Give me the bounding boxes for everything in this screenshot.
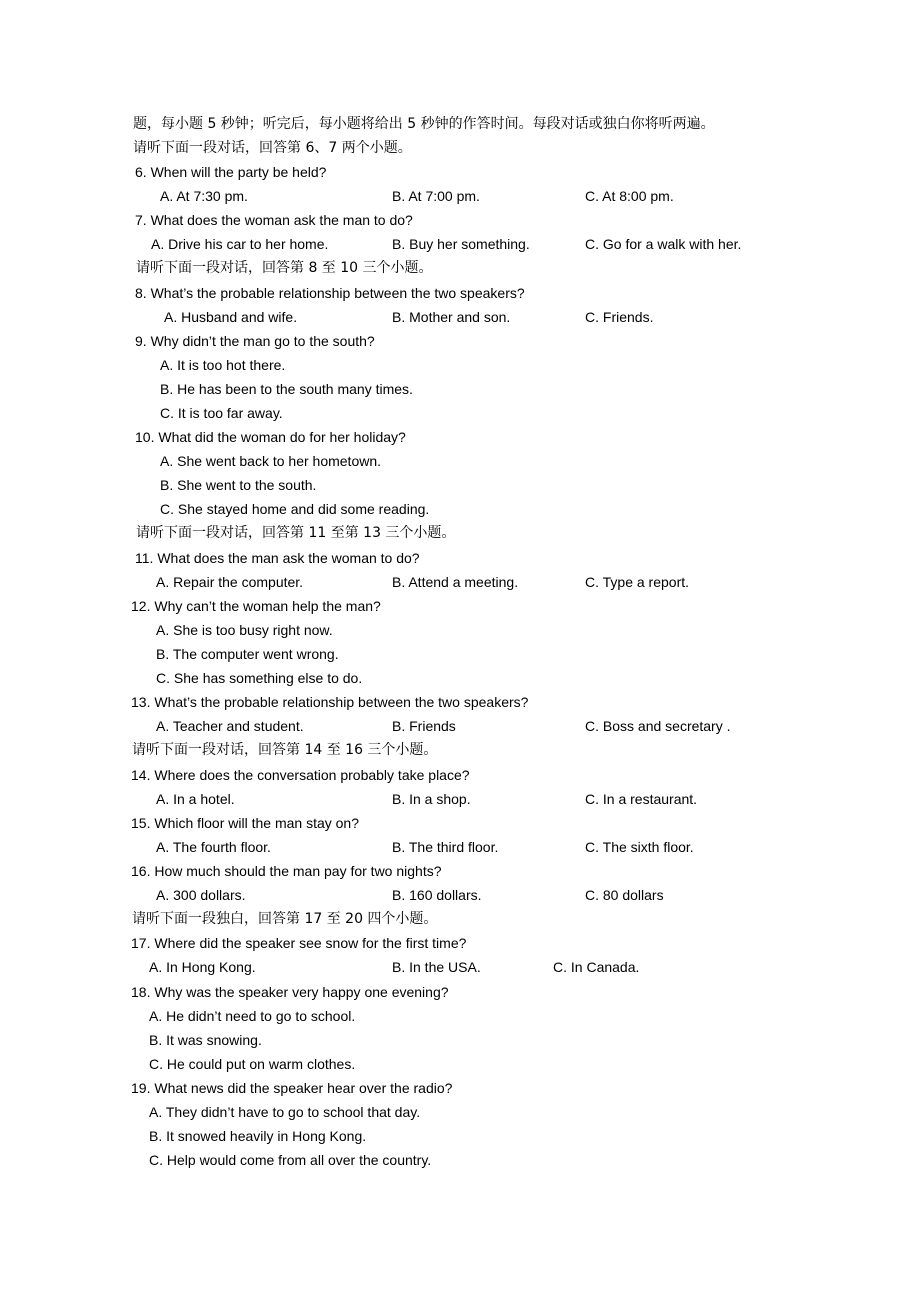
option-b: B. It snowed heavily in Hong Kong. — [149, 1128, 367, 1144]
option-b: B. The third floor. — [392, 839, 499, 855]
option-a: A. Drive his car to her home. — [151, 236, 329, 252]
option-a: A. The fourth floor. — [156, 839, 271, 855]
question-stem: 8. What’s the probable relationship between the two speakers? — [135, 285, 525, 301]
option-a: A. She went back to her hometown. — [160, 453, 382, 469]
option-a: A. Teacher and student. — [156, 718, 304, 734]
option-a: A. They didn’t have to go to school that day. — [149, 1104, 421, 1120]
option-a: A. She is too busy right now. — [156, 622, 333, 638]
option-b: B. The computer went wrong. — [156, 646, 339, 662]
option-a: A. It is too hot there. — [160, 357, 286, 373]
option-a: A. He didn’t need to go to school. — [149, 1008, 356, 1024]
question-stem: 13. What’s the probable relationship between the two speakers? — [131, 694, 529, 710]
option-a: A. Repair the computer. — [156, 574, 304, 590]
option-c: C. She has something else to do. — [156, 670, 363, 686]
option-b: B. Buy her something. — [392, 236, 530, 252]
option-c: C. It is too far away. — [160, 405, 283, 421]
option-c: C. Help would come from all over the country. — [149, 1152, 432, 1168]
option-a: A. In Hong Kong. — [149, 959, 256, 975]
option-c: C. She stayed home and did some reading. — [160, 501, 430, 517]
option-a: A. Husband and wife. — [164, 309, 298, 325]
question-stem: 9. Why didn’t the man go to the south? — [135, 333, 375, 349]
option-a: A. 300 dollars. — [156, 887, 246, 903]
option-b: B. Mother and son. — [392, 309, 511, 325]
option-c: C. Boss and secretary . — [585, 718, 731, 734]
option-c: C. At 8:00 pm. — [585, 188, 674, 204]
option-c: C. 80 dollars — [585, 887, 664, 903]
question-stem: 17. Where did the speaker see snow for the first time? — [131, 935, 467, 951]
option-a: A. In a hotel. — [156, 791, 235, 807]
option-b: B. Attend a meeting. — [392, 574, 519, 590]
question-stem: 6. When will the party be held? — [135, 164, 327, 180]
option-b: B. Friends — [392, 718, 456, 734]
option-c: C. In Canada. — [553, 959, 640, 975]
option-b: B. It was snowing. — [149, 1032, 262, 1048]
section-heading: 请听下面一段对话，回答第 14 至 16 三个小题。 — [132, 742, 438, 758]
option-c: C. He could put on warm clothes. — [149, 1056, 356, 1072]
question-stem: 19. What news did the speaker hear over the radio? — [131, 1080, 453, 1096]
question-stem: 15. Which floor will the man stay on? — [131, 815, 359, 831]
question-stem: 18. Why was the speaker very happy one evening? — [131, 984, 449, 1000]
question-stem: 16. How much should the man pay for two nights? — [131, 863, 442, 879]
option-c: C. The sixth floor. — [585, 839, 694, 855]
instruction-intro: 题，每小题 5 秒钟；听完后，每小题将给出 5 秒钟的作答时间。每段对话或独白你将听两遍。 — [133, 116, 715, 132]
section-heading: 请听下面一段对话，回答第 11 至第 13 三个小题。 — [136, 525, 456, 541]
question-stem: 7. What does the woman ask the man to do? — [135, 212, 413, 228]
question-stem: 14. Where does the conversation probably take place? — [131, 767, 470, 783]
option-c: C. In a restaurant. — [585, 791, 698, 807]
option-b: B. 160 dollars. — [392, 887, 482, 903]
question-stem: 11. What does the man ask the woman to do? — [135, 550, 420, 566]
question-stem: 10. What did the woman do for her holiday? — [135, 429, 406, 445]
question-stem: 12. Why can’t the woman help the man? — [131, 598, 381, 614]
option-b: B. At 7:00 pm. — [392, 188, 480, 204]
option-c: C. Friends. — [585, 309, 654, 325]
option-c: C. Go for a walk with her. — [585, 236, 742, 252]
option-b: B. She went to the south. — [160, 477, 317, 493]
option-b: B. He has been to the south many times. — [160, 381, 413, 397]
option-c: C. Type a report. — [585, 574, 690, 590]
section-heading: 请听下面一段对话，回答第 8 至 10 三个小题。 — [136, 260, 433, 276]
option-b: B. In a shop. — [392, 791, 471, 807]
section-heading: 请听下面一段对话，回答第 6、7 两个小题。 — [133, 140, 412, 156]
option-b: B. In the USA. — [392, 959, 481, 975]
option-a: A. At 7:30 pm. — [160, 188, 248, 204]
section-heading: 请听下面一段独白，回答第 17 至 20 四个小题。 — [132, 911, 438, 927]
